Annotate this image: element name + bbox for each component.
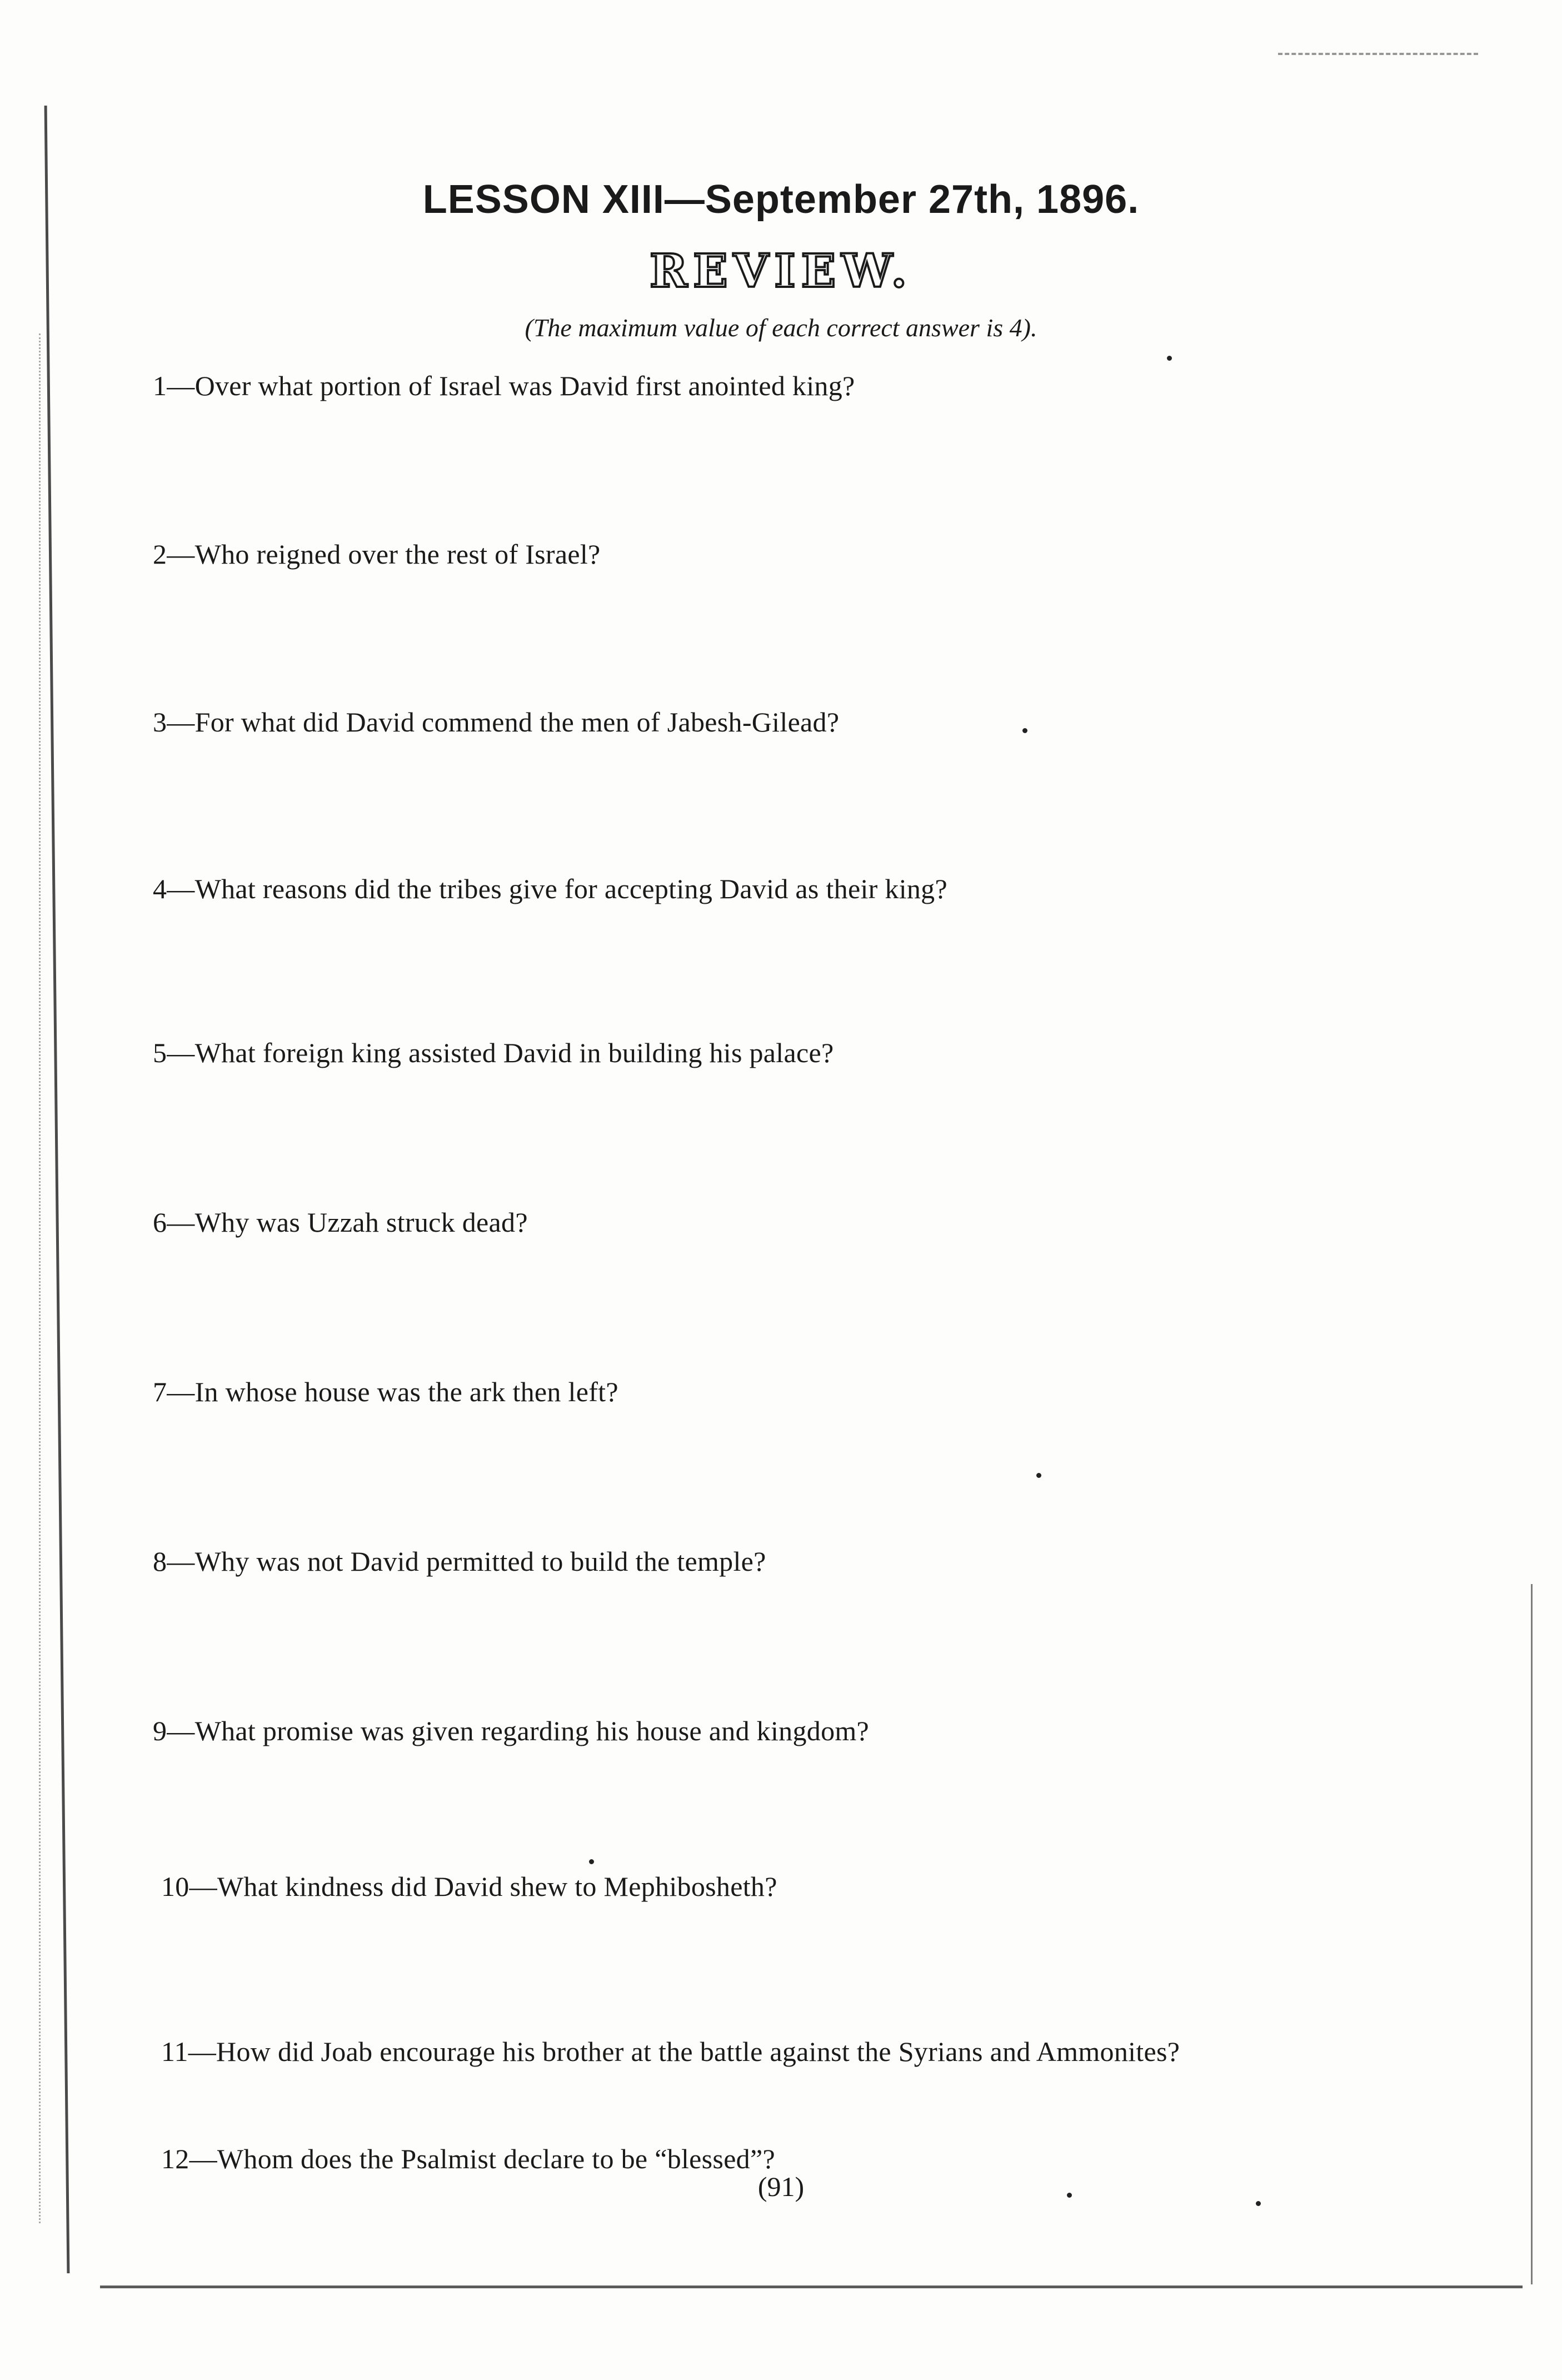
- scan-speck: [1167, 356, 1172, 361]
- page-left-binding-marks: [39, 333, 41, 2223]
- page-left-edge: [44, 106, 70, 2273]
- question-9: 9—What promise was given regarding his house and kingdom?: [153, 1715, 870, 1746]
- question-11: 11—How did Joab encourage his brother at the battle against the Syrians and Ammonites?: [161, 2036, 1180, 2067]
- review-heading: REVIEW.: [650, 245, 912, 298]
- question-7: 7—In whose house was the ark then left?: [153, 1376, 618, 1407]
- question-10: 10—What kindness did David shew to Mephibosheth?: [161, 1871, 777, 1902]
- scan-speck: [1022, 728, 1027, 733]
- page-top-edge-marks: [1278, 53, 1478, 55]
- scoring-note: (The maximum value of each correct answer is 4).: [525, 313, 1037, 342]
- question-1: 1—Over what portion of Israel was David first anointed king?: [153, 370, 855, 401]
- question-12: 12—Whom does the Psalmist declare to be “blessed”?: [161, 2143, 775, 2174]
- scan-speck: [589, 1859, 594, 1864]
- question-6: 6—Why was Uzzah struck dead?: [153, 1207, 528, 1238]
- question-3: 3—For what did David commend the men of Jabesh-Gilead?: [153, 706, 840, 738]
- page-number: (91): [757, 2171, 805, 2202]
- question-5: 5—What foreign king assisted David in building his palace?: [153, 1037, 834, 1068]
- scan-speck: [1036, 1473, 1041, 1478]
- question-8: 8—Why was not David permitted to build the temple?: [153, 1546, 766, 1577]
- lesson-title: LESSON XIII—September 27th, 1896.: [422, 177, 1140, 222]
- page-bottom-edge: [100, 2286, 1523, 2288]
- question-2: 2—Who reigned over the rest of Israel?: [153, 539, 601, 570]
- question-4: 4—What reasons did the tribes give for accepting David as their king?: [153, 873, 947, 904]
